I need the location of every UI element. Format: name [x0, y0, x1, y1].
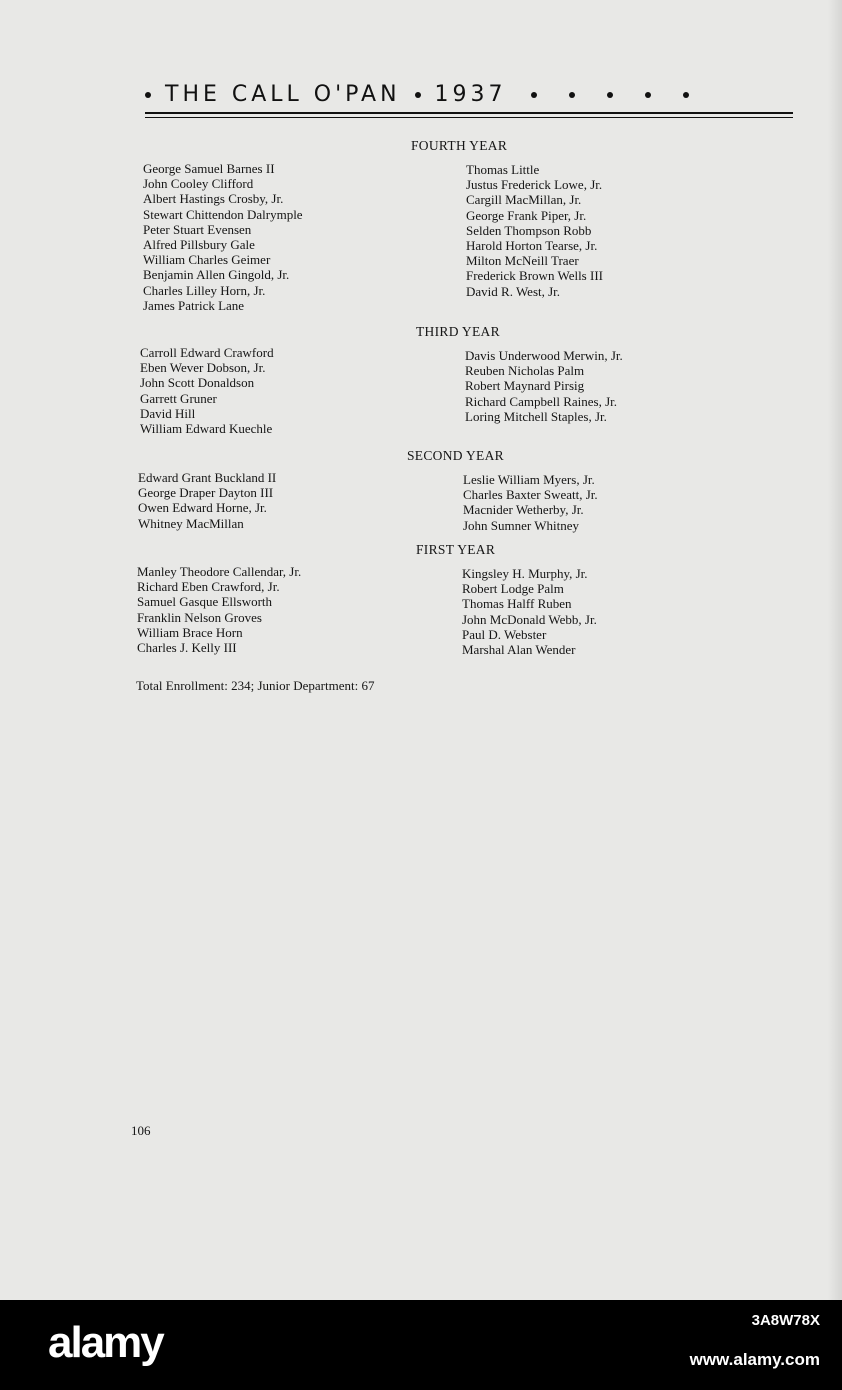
page-header	[145, 82, 795, 107]
name-entry: John Sumner Whitney	[463, 517, 580, 533]
name-entry: George Frank Piper, Jr.	[466, 207, 587, 223]
bullet-icon	[415, 92, 421, 98]
name-entry: Samuel Gasque Ellsworth	[137, 594, 273, 610]
name-entry: Frederick Brown Wells III	[466, 268, 603, 284]
name-entry: George Samuel Barnes II	[143, 161, 275, 176]
name-entry: Carroll Edward Crawford	[140, 345, 274, 360]
name-entry: Richard Eben Crawford, Jr.	[137, 579, 280, 595]
name-entry: Thomas Halff Ruben	[462, 596, 572, 612]
name-entry: Eben Wever Dobson, Jr.	[140, 360, 266, 376]
section-heading: THIRD YEAR	[416, 324, 500, 339]
section-names	[465, 348, 623, 424]
name-entry: David Hill	[140, 405, 196, 421]
name-entry: Davis Underwood Merwin, Jr.	[465, 348, 623, 363]
section-names	[462, 566, 597, 657]
name-entry: Reuben Nicholas Palm	[465, 363, 585, 379]
name-entry: Stewart Chittendon Dalrymple	[143, 206, 303, 222]
name-entry: Loring Mitchell Staples, Jr.	[465, 408, 607, 424]
bullet-icon	[531, 92, 537, 98]
name-entry: Macnider Wetherby, Jr.	[463, 502, 584, 518]
name-entry: Richard Campbell Raines, Jr.	[465, 393, 618, 409]
alamy-logo: alamy	[48, 1318, 163, 1367]
name-entry: James Patrick Lane	[143, 297, 245, 313]
name-entry: Benjamin Allen Gingold, Jr.	[143, 267, 290, 283]
header-rule	[145, 117, 793, 118]
name-entry: John Scott Donaldson	[140, 375, 255, 391]
name-entry: Cargill MacMillan, Jr.	[466, 192, 582, 208]
name-entry: Robert Lodge Palm	[462, 581, 564, 597]
name-entry: Alfred Pillsbury Gale	[143, 237, 255, 253]
name-entry: Justus Frederick Lowe, Jr.	[466, 177, 603, 193]
name-entry: Franklin Nelson Groves	[137, 609, 262, 625]
left-name-group	[137, 564, 301, 655]
name-entry: Marshal Alan Wender	[462, 642, 576, 658]
bullet-icon	[145, 92, 151, 98]
watermark-band	[0, 1300, 842, 1390]
enrollment-total: Total Enrollment: 234; Junior Department: 67	[136, 678, 375, 693]
name-entry: Charles Lilley Horn, Jr.	[143, 282, 266, 298]
publication-year: 1937	[434, 82, 507, 107]
section-names	[466, 162, 603, 299]
section-heading: FIRST YEAR	[416, 542, 496, 557]
name-entry: Whitney MacMillan	[138, 515, 244, 531]
name-entry: Manley Theodore Callendar, Jr.	[137, 564, 302, 579]
name-entry: Kingsley H. Murphy, Jr.	[462, 566, 588, 581]
publication-title: THE CALL O'PAN	[165, 82, 401, 107]
name-entry: John McDonald Webb, Jr.	[462, 611, 597, 627]
watermark-url: www.alamy.com	[689, 1350, 820, 1369]
name-entry: Charles J. Kelly III	[137, 640, 237, 656]
name-entry: Harold Horton Tearse, Jr.	[466, 238, 598, 254]
image-id: 3A8W78X	[751, 1312, 820, 1329]
name-entry: Charles Baxter Sweatt, Jr.	[463, 487, 598, 503]
bullet-icon	[607, 92, 613, 98]
name-entry: Robert Maynard Pirsig	[465, 378, 585, 394]
section-heading: SECOND YEAR	[407, 448, 504, 463]
name-entry: Edward Grant Buckland II	[138, 470, 277, 485]
decorative-bullets	[515, 92, 705, 98]
page-number: 106	[131, 1123, 151, 1138]
bullet-icon	[569, 92, 575, 98]
name-entry: Owen Edward Horne, Jr.	[138, 500, 267, 516]
name-entry: David R. West, Jr.	[466, 283, 561, 299]
name-entry: William Edward Kuechle	[140, 421, 273, 437]
name-entry: Peter Stuart Evensen	[143, 221, 252, 237]
name-entry: Leslie William Myers, Jr.	[463, 472, 595, 487]
bullet-icon	[645, 92, 651, 98]
name-entry: William Charles Geimer	[143, 252, 271, 268]
left-name-group	[143, 161, 303, 313]
name-entry: John Cooley Clifford	[143, 176, 254, 192]
name-entry: George Draper Dayton III	[138, 485, 274, 501]
name-entry: Albert Hastings Crosby, Jr.	[143, 191, 284, 207]
left-name-group	[140, 345, 274, 436]
name-entry: William Brace Horn	[137, 624, 243, 640]
name-entry: Milton McNeill Traer	[466, 253, 579, 269]
name-entry: Selden Thompson Robb	[466, 222, 592, 238]
bullet-icon	[683, 92, 689, 98]
name-entry: Garrett Gruner	[140, 390, 217, 406]
name-entry: Thomas Little	[466, 162, 540, 177]
section-heading: FOURTH YEAR	[411, 138, 508, 153]
header-rule	[145, 112, 793, 114]
section-names	[463, 472, 598, 533]
name-entry: Paul D. Webster	[462, 626, 547, 642]
left-name-group	[138, 470, 276, 531]
